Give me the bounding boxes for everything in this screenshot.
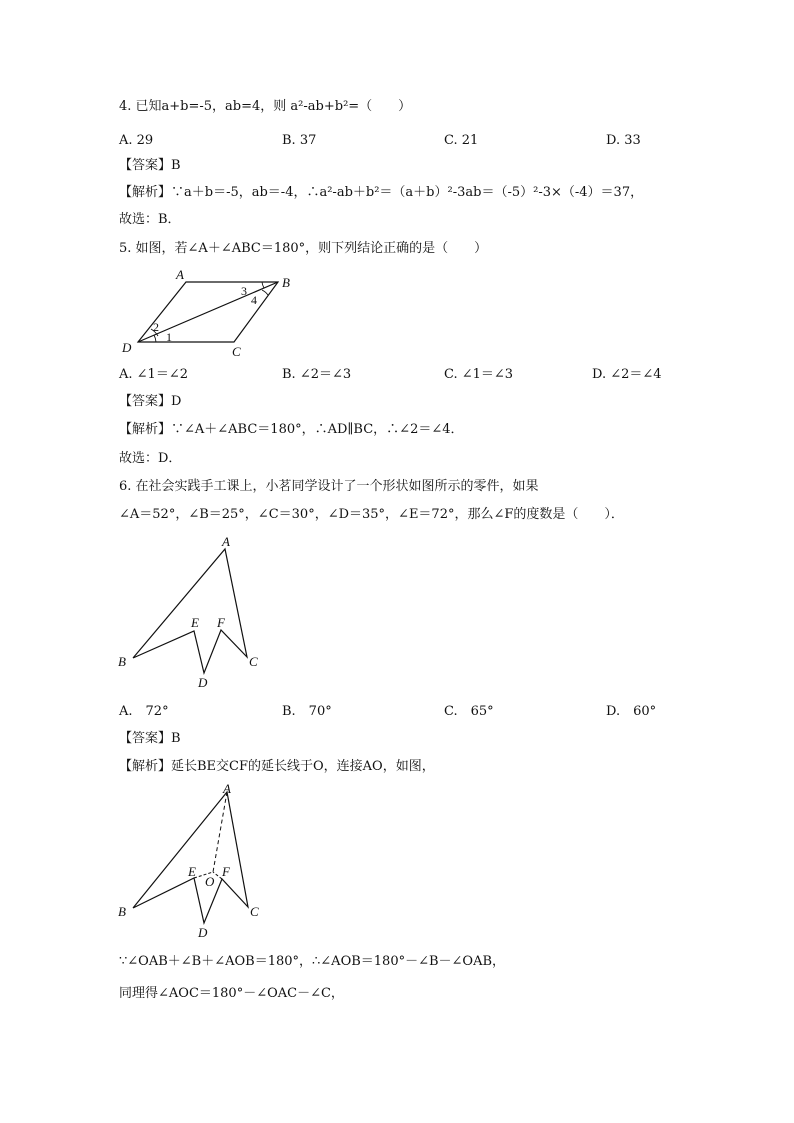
- label-o: O: [205, 874, 215, 889]
- q6-step2: 同理得∠AOC＝180°－∠OAC－∠C，: [119, 986, 344, 1001]
- label-angle-2: 2: [153, 320, 159, 334]
- label-angle-3: 3: [241, 284, 247, 298]
- q6-option-b: B. 70°: [282, 704, 332, 719]
- q4-question: 4. 已知a+b=-5，ab=4，则 a²-ab+b²=（ ）: [119, 99, 412, 114]
- part-outline: [133, 549, 247, 673]
- label-angle-1: 1: [166, 330, 172, 344]
- label-e: E: [188, 864, 196, 879]
- q6-solution-figure: [110, 780, 280, 945]
- q6-question-line2: ∠A＝52°，∠B＝25°，∠C＝30°，∠D＝35°，∠E＝72°，那么∠F的度数是（ ）．: [119, 507, 624, 522]
- q5-option-c: C. ∠1＝∠3: [444, 367, 514, 382]
- label-a: A: [223, 781, 231, 796]
- q5-option-b: B. ∠2＝∠3: [282, 367, 352, 382]
- label-d: D: [122, 340, 132, 355]
- label-angle-4: 4: [251, 293, 257, 307]
- label-a: A: [176, 267, 184, 282]
- q4-option-c: C. 21: [444, 133, 479, 148]
- q6-option-c: C. 65°: [444, 704, 494, 719]
- q6-question-line1: 6. 在社会实践手工课上，小茗同学设计了一个形状如图所示的零件，如果: [119, 479, 539, 494]
- q5-answer: 【答案】D: [119, 394, 182, 409]
- arc-angle-4: [262, 290, 268, 295]
- label-f: F: [217, 615, 225, 630]
- diagonal-db: [138, 282, 278, 342]
- label-a: A: [222, 534, 230, 549]
- arc-angle-1: [154, 335, 156, 342]
- q6-answer: 【答案】B: [119, 731, 181, 746]
- label-b: B: [118, 654, 126, 669]
- label-c: C: [249, 654, 258, 669]
- label-d: D: [198, 925, 208, 940]
- q5-conclusion: 故选：D．: [119, 451, 182, 466]
- q4-option-b: B. 37: [282, 133, 317, 148]
- q5-option-d: D. ∠2＝∠4: [592, 367, 662, 382]
- q5-parallelogram-figure: [110, 265, 300, 360]
- q4-answer: 【答案】B: [119, 158, 181, 173]
- q4-conclusion: 故选：B．: [119, 212, 181, 227]
- q4-option-d: D. 33: [606, 133, 641, 148]
- dashed-ao: [213, 792, 227, 872]
- q6-analysis: 【解析】延长BE交CF的延长线于O，连接AO，如图，: [119, 759, 435, 774]
- label-e: E: [191, 615, 199, 630]
- label-b: B: [118, 904, 126, 919]
- q6-part-figure: [110, 530, 280, 695]
- label-c: C: [232, 344, 241, 359]
- arc-angle-3: [262, 282, 264, 288]
- q6-option-a: A. 72°: [119, 704, 169, 719]
- label-c: C: [250, 904, 259, 919]
- label-d: D: [198, 675, 208, 690]
- q5-analysis: 【解析】∵∠A＋∠ABC＝180°，∴AD∥BC，∴∠2＝∠4．: [119, 422, 464, 437]
- q5-option-a: A. ∠1＝∠2: [119, 367, 188, 382]
- label-f: F: [222, 864, 230, 879]
- q4-analysis: 【解析】∵a＋b＝-5，ab＝-4，∴a²-ab＋b²＝（a＋b）²-3ab＝（-5）²-3×（-4）＝37，: [119, 185, 644, 200]
- q4-option-a: A. 29: [119, 133, 154, 148]
- q6-step1: ∵∠OAB＋∠B＋∠AOB＝180°，∴∠AOB＝180°－∠B－∠OAB，: [119, 954, 506, 969]
- part-outline: [133, 792, 248, 923]
- q6-option-d: D. 60°: [606, 704, 657, 719]
- q5-question: 5. 如图，若∠A＋∠ABC＝180°，则下列结论正确的是（ ）: [119, 241, 488, 256]
- label-b: B: [282, 275, 290, 290]
